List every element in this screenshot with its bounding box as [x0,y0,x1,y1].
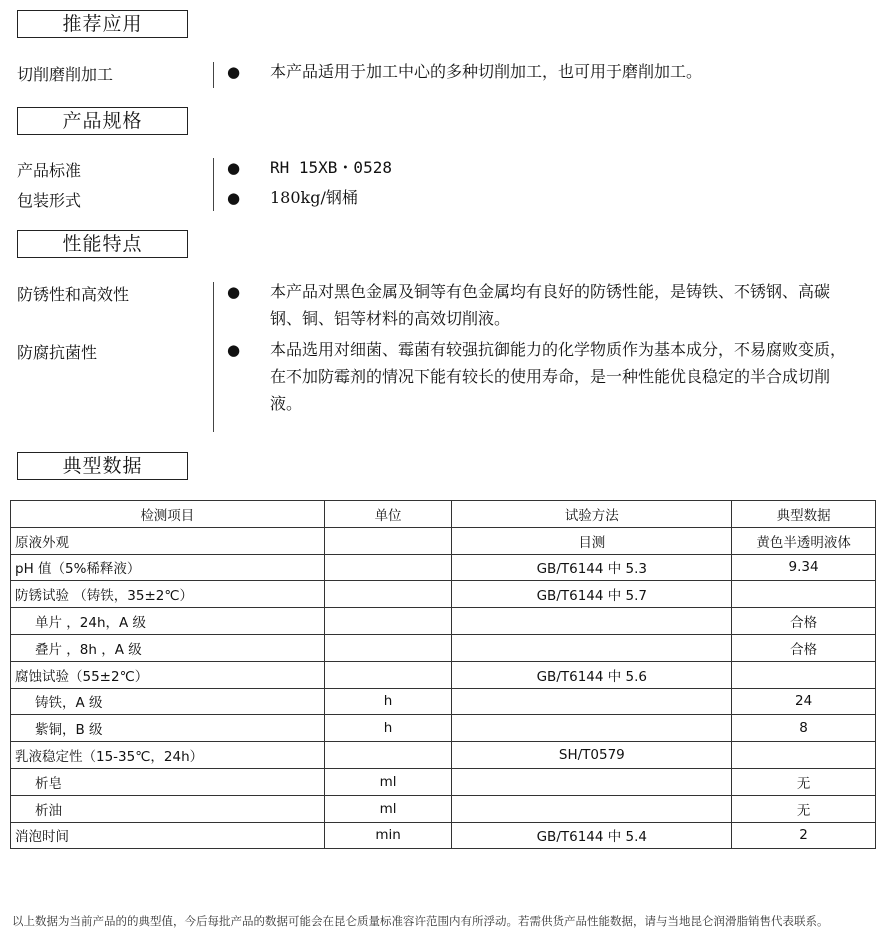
row-method: GB/T6144 中 5.3 [452,554,732,581]
header-value: 典型数据 [732,501,876,528]
row-item: pH 值（5%稀释液） [11,554,325,581]
table-row [11,688,876,715]
row-item: 叠片 ，8h ，A 级 [11,634,325,661]
table-row [11,608,876,635]
row-value: 9.34 [732,554,876,581]
bullet-icon: ● [227,189,241,207]
row-method: SH/T0579 [452,742,732,769]
feature-text-antibacterial: 本品选用对细菌、霉菌有较强抗御能力的化学物质作为基本成分，不易腐败变质，在不加防霉剂的情况下能有较长的使用寿命，是一种性能优良稳定的半合成切削液。 [270,340,847,413]
row-value: 合格 [732,608,876,635]
specs-block [17,158,878,214]
section-heading-application: 推荐应用 [17,10,188,38]
table-row [11,581,876,608]
row-method [452,768,732,795]
application-text: 本产品适用于加工中心的多种切削加工，也可用于磨削加工。 [270,62,703,81]
row-item: 消泡时间 [11,822,325,849]
features-block [17,282,878,432]
row-unit [324,742,452,769]
table-row [11,715,876,742]
row-unit [324,527,452,554]
row-unit: h [324,688,452,715]
row-unit: h [324,715,452,742]
divider [213,62,214,88]
feature-label-rust: 防锈性和高效性 [17,285,130,304]
row-value [732,742,876,769]
table-row [11,768,876,795]
section-heading-specs: 产品规格 [17,107,188,135]
table-row [11,742,876,769]
table-row [11,554,876,581]
spec-label-packaging: 包装形式 [17,191,82,210]
row-item: 腐蚀试验（55±2℃） [11,661,325,688]
row-method: GB/T6144 中 5.7 [452,581,732,608]
row-item: 析皂 [11,768,325,795]
row-item: 单片 ，24h，A 级 [11,608,325,635]
row-value [732,581,876,608]
table-row [11,795,876,822]
bullet-icon: ● [227,341,241,359]
section-heading-data: 典型数据 [17,452,188,480]
row-value: 2 [732,822,876,849]
header-item: 检测项目 [11,501,325,528]
table-row [11,822,876,849]
row-item: 原液外观 [11,527,325,554]
typical-data-table [10,500,876,849]
bullet-icon: ● [227,63,241,81]
row-item: 铸铁，A 级 [11,688,325,715]
row-value: 8 [732,715,876,742]
row-value: 24 [732,688,876,715]
bullet-icon: ● [227,283,241,301]
row-method [452,634,732,661]
spec-value-standard: RH 15XB・0528 [270,158,392,177]
row-unit [324,661,452,688]
table-row [11,661,876,688]
row-unit [324,608,452,635]
application-label: 切削磨削加工 [17,65,114,84]
header-method: 试验方法 [452,501,732,528]
row-item: 乳液稳定性（15-35℃，24h） [11,742,325,769]
row-unit [324,581,452,608]
bullet-icon: ● [227,159,241,177]
row-item: 紫铜，B 级 [11,715,325,742]
table-row [11,527,876,554]
row-value [732,661,876,688]
row-unit [324,634,452,661]
row-unit: min [324,822,452,849]
feature-label-antibacterial: 防腐抗菌性 [17,343,98,362]
row-unit [324,554,452,581]
header-unit: 单位 [324,501,452,528]
row-value: 无 [732,768,876,795]
spec-value-packaging: 180kg/钢桶 [270,188,358,207]
row-unit: ml [324,795,452,822]
footnote: 以上数据为当前产品的的典型值，今后每批产品的数据可能会在昆仑质量标准容许范围内有所浮动。若需供货产品性能数据，请与当地昆仑润滑脂销售代表联系。 [12,914,829,928]
row-method: GB/T6144 中 5.6 [452,661,732,688]
row-method: GB/T6144 中 5.4 [452,822,732,849]
spec-label-standard: 产品标准 [17,161,82,180]
row-item: 防锈试验 （铸铁，35±2℃） [11,581,325,608]
row-item: 析油 [11,795,325,822]
feature-text-rust: 本产品对黑色金属及铜等有色金属均有良好的防锈性能，是铸铁、不锈钢、高碳钢、铜、铝等材料的高效切削液。 [270,282,831,328]
section-heading-features: 性能特点 [17,230,188,258]
row-unit: ml [324,768,452,795]
row-method [452,715,732,742]
table-row [11,634,876,661]
row-value: 无 [732,795,876,822]
row-value: 黄色半透明液体 [732,527,876,554]
row-method: 目测 [452,527,732,554]
row-method [452,795,732,822]
application-row [17,62,878,90]
table-header-row [11,501,876,528]
row-value: 合格 [732,634,876,661]
row-method [452,608,732,635]
row-method [452,688,732,715]
